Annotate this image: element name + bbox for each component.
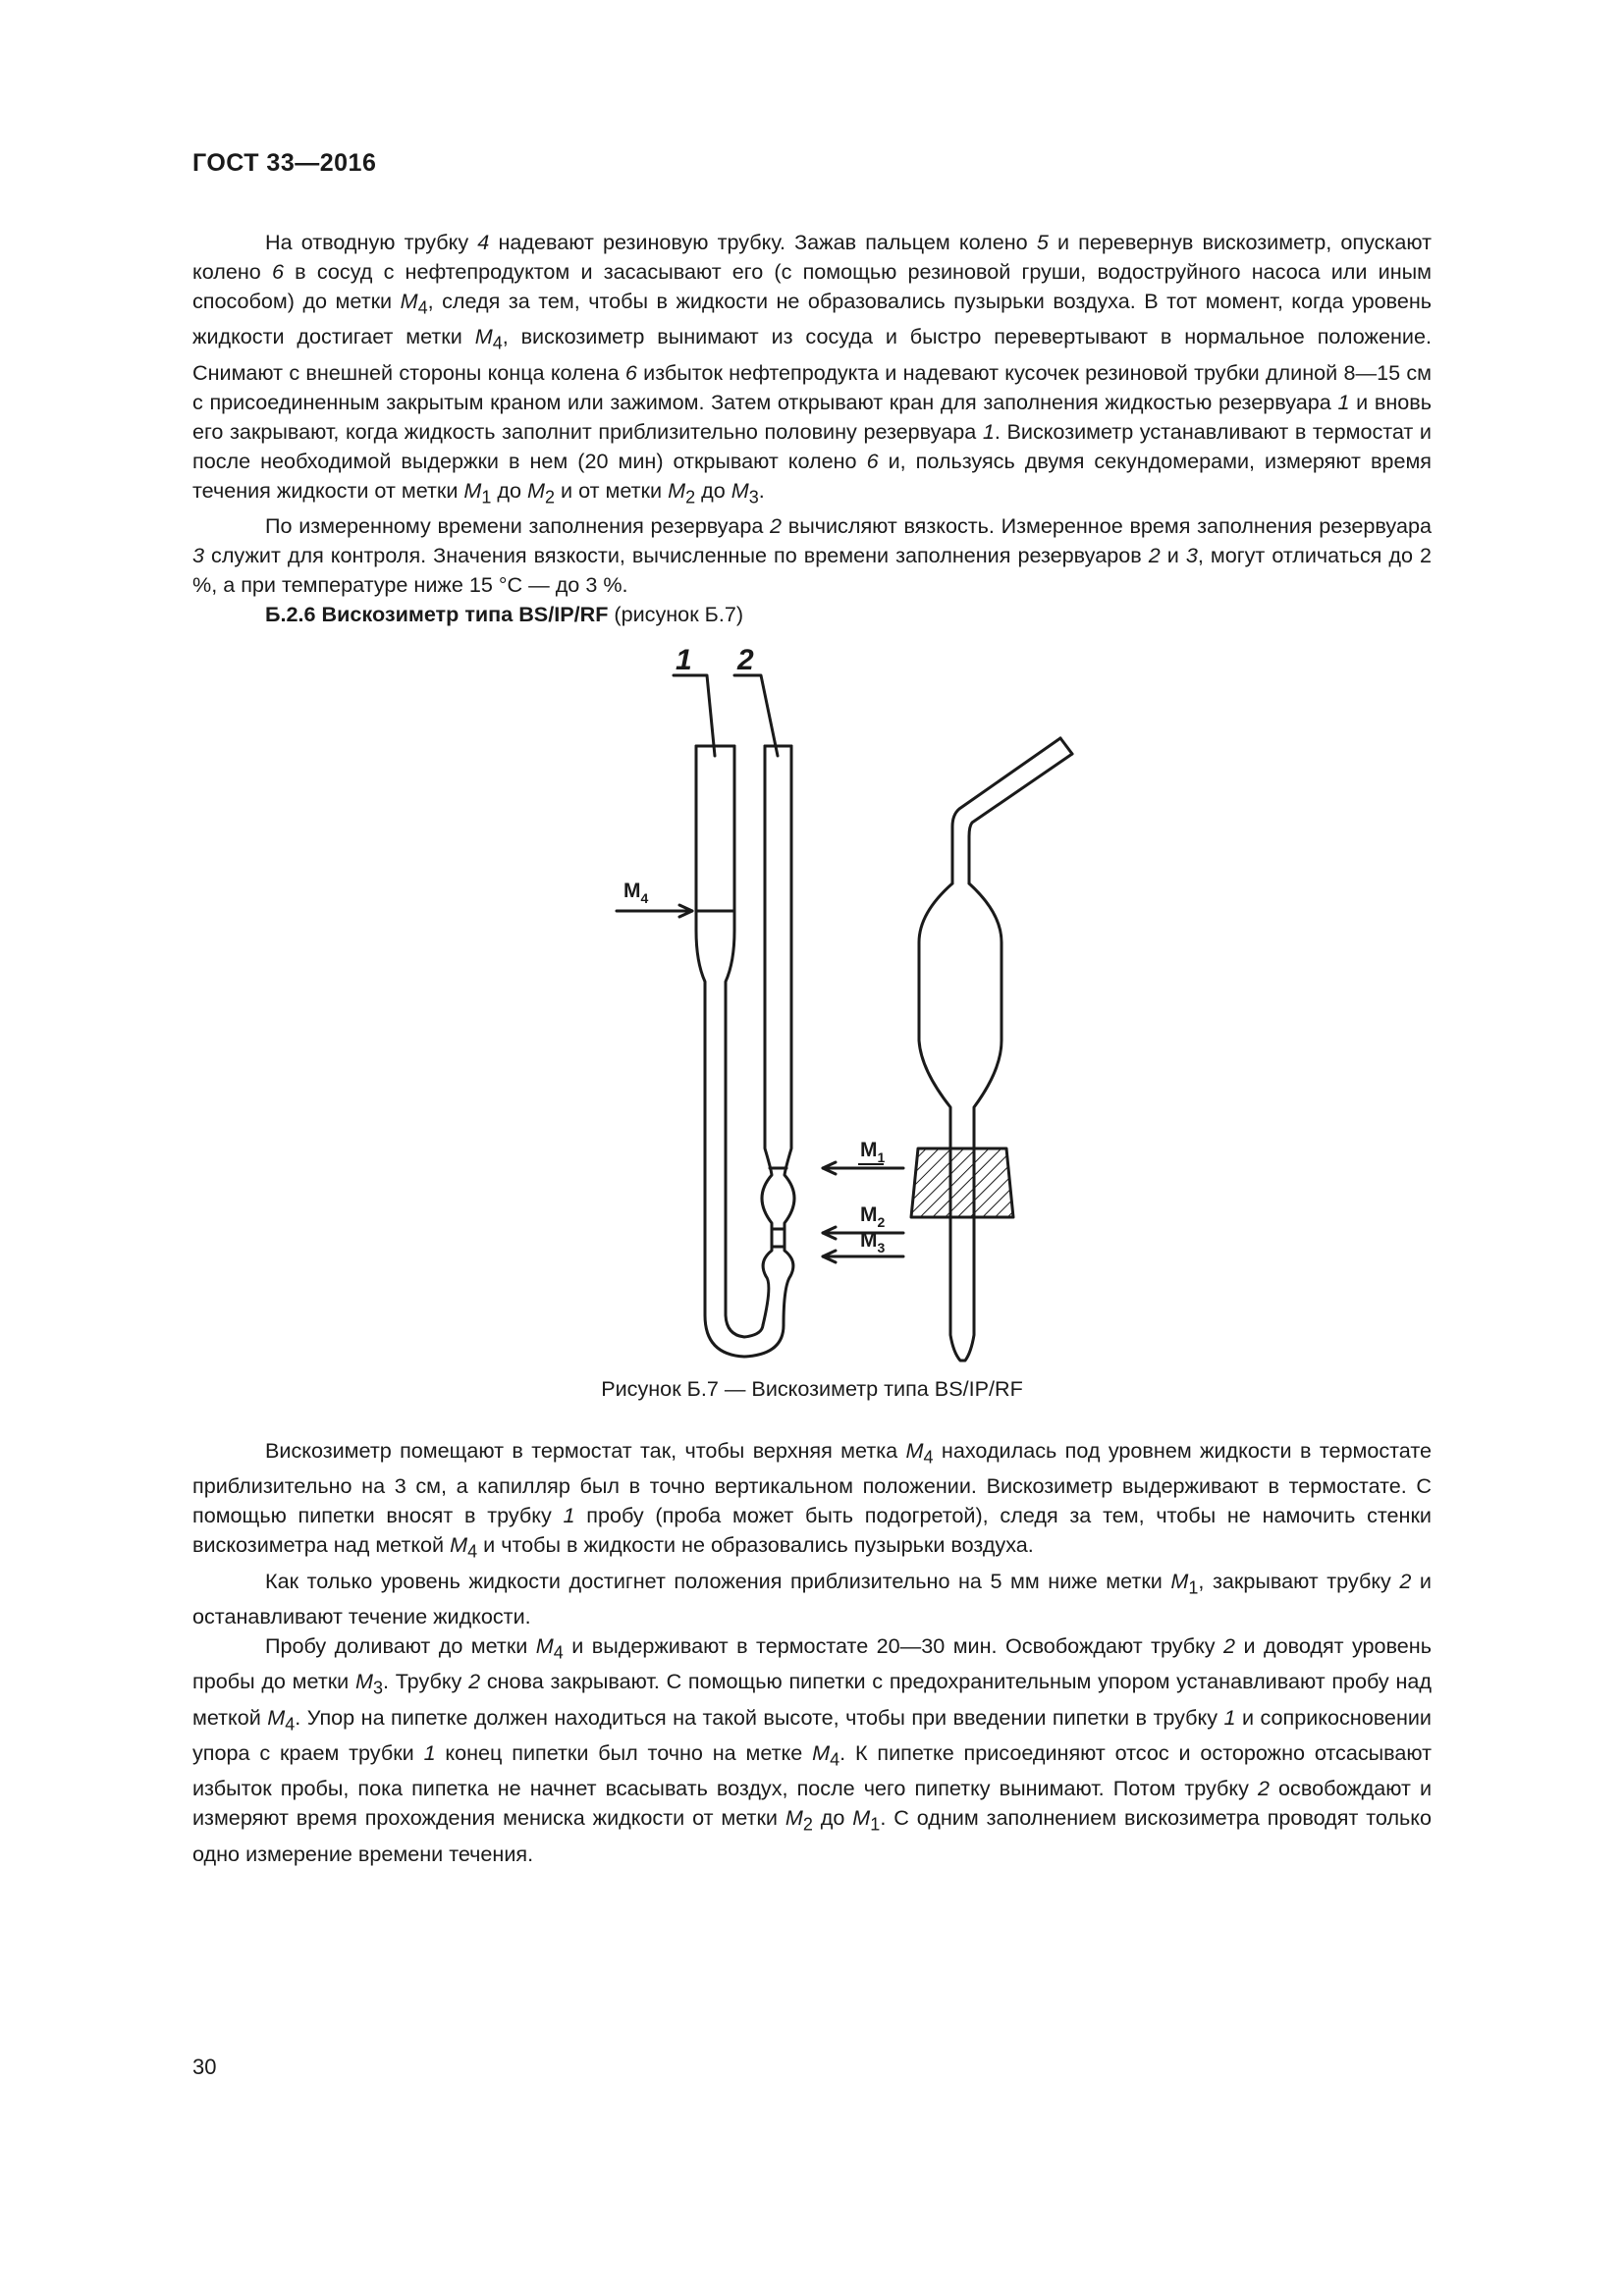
document-header: ГОСТ 33—2016 xyxy=(192,149,377,177)
paragraph: На отводную трубку 4 надевают резиновую трубку. Зажав пальцем колено 5 и перевернув вискозиметр, опускают колено 6 в сосуд с нефтепродуктом и засасывают его (с помощью резиновой груши, водоструйного насоса или иным способом) до метки $M_4$, следя за тем, чтобы в жидкости не образовались пузырьки воздуха. В тот момент, когда уровень жидкости достигает метки $M_4$, вискозиметр вынимают из сосуда и быстро перевертывают в нормальное положение. Снимают с внешней стороны конца колена 6 избыток нефтепродукта и надевают кусочек резиновой трубки длиной 8—15 см с присоединенным закрытым краном или зажимом. Затем открывают кран для заполнения жидкостью резервуара 1 и вновь его закрывают, когда жидкость заполнит приблизительно половину резервуара 1. Вискозиметр устанавливают в термостат и после необходимой выдержки в нем (20 мин) открывают колено 6 и, пользуясь двумя секундомерами, измеряют время течения жидкости от метки $M_1$ до $M_2$ и от метки $M_2$ до $M_3$. xyxy=(192,230,1433,507)
svg-text:M3: $M_3$ xyxy=(860,1229,886,1255)
label-m1 xyxy=(858,1139,886,1165)
viscometer-drawing xyxy=(589,648,1100,1374)
bent-tube-inner xyxy=(969,754,1072,883)
text-block-top xyxy=(192,228,1432,629)
paragraph: Б.2.6 Вискозиметр типа BS/IP/RF (рисунок Б.7) xyxy=(265,601,744,626)
tube-2-right-wall xyxy=(784,746,794,1325)
reservoir-body xyxy=(919,883,1001,1361)
leader-1 xyxy=(674,675,715,756)
tube-2-left-wall xyxy=(762,746,772,1325)
figure-viscometer xyxy=(589,648,1100,1374)
paragraph: Вискозиметр помещают в термостат так, чтобы верхняя метка $M_4$ находилась под уровнем жидкости в термостате приблизительно на 3 см, а капилляр был в точно вертикальном положении. Вискозиметр выдерживают в термостате. С помощью пипетки вносят в трубку 1 пробу (проба может быть подогретой), следя за тем, чтобы не намочить стенки вискозиметра над меткой $M_4$ и чтобы в жидкости не образовались пузырьки воздуха. xyxy=(192,1438,1432,1562)
text-block-bottom xyxy=(192,1436,1432,1869)
tube-1-outline xyxy=(696,746,784,1357)
svg-text:M4: $M_4$ xyxy=(623,880,649,906)
paragraph: Как только уровень жидкости достигнет положения приблизительно на 5 мм ниже метки $M_1$, закрывают трубку 2 и останавливают течение жидкости. xyxy=(192,1568,1432,1629)
tube-2-label: 2 xyxy=(737,648,754,676)
figure-caption: Рисунок Б.7 — Вискозиметр типа BS/IP/RF xyxy=(601,1376,1023,1401)
stopper xyxy=(911,1148,1013,1217)
paragraph: По измеренному времени заполнения резервуара 2 вычисляют вязкость. Измеренное время заполнения резервуара 3 служит для контроля. Значения вязкости, вычисленные по времени заполнения резервуаров 2 и 3, могут отличаться до 2 %, а при температуре ниже 15 °С — до 3 %. xyxy=(192,512,1433,597)
paragraph: Пробу доливают до метки $M_4$ и выдерживают в термостате 20—30 мин. Освобождают трубку 2 и доводят уровень пробы до метки $M_3$. Трубку 2 снова закрывают. С помощью пипетки с предохранительным упором устанавливают пробу над меткой $M_4$. Упор на пипетке должен находиться на такой высоте, чтобы при введении пипетки в трубку 1 и соприкосновении упора с краем трубки 1 конец пипетки был точно на метке $M_4$. К пипетке присоединяют отсос и осторожно отсасывают избыток пробы, пока пипетка не начнет всасывать воздух, после чего пипетку вынимают. Потом трубку 2 освобождают и измеряют время прохождения мениска жидкости от метки $M_2$ до $M_1$. С одним заполнением вискозиметра проводят только одно измерение времени течения. xyxy=(192,1632,1433,1866)
label-m4 xyxy=(623,880,649,906)
svg-text:M1: $M_1$ xyxy=(860,1139,886,1165)
tube-1-label: 1 xyxy=(676,648,692,676)
label-m2 xyxy=(860,1203,886,1230)
leader-2 xyxy=(734,675,778,756)
tube-1-inner xyxy=(726,746,763,1337)
page-number: 30 xyxy=(192,2055,217,2079)
svg-text:M2: $M_2$ xyxy=(860,1203,886,1230)
